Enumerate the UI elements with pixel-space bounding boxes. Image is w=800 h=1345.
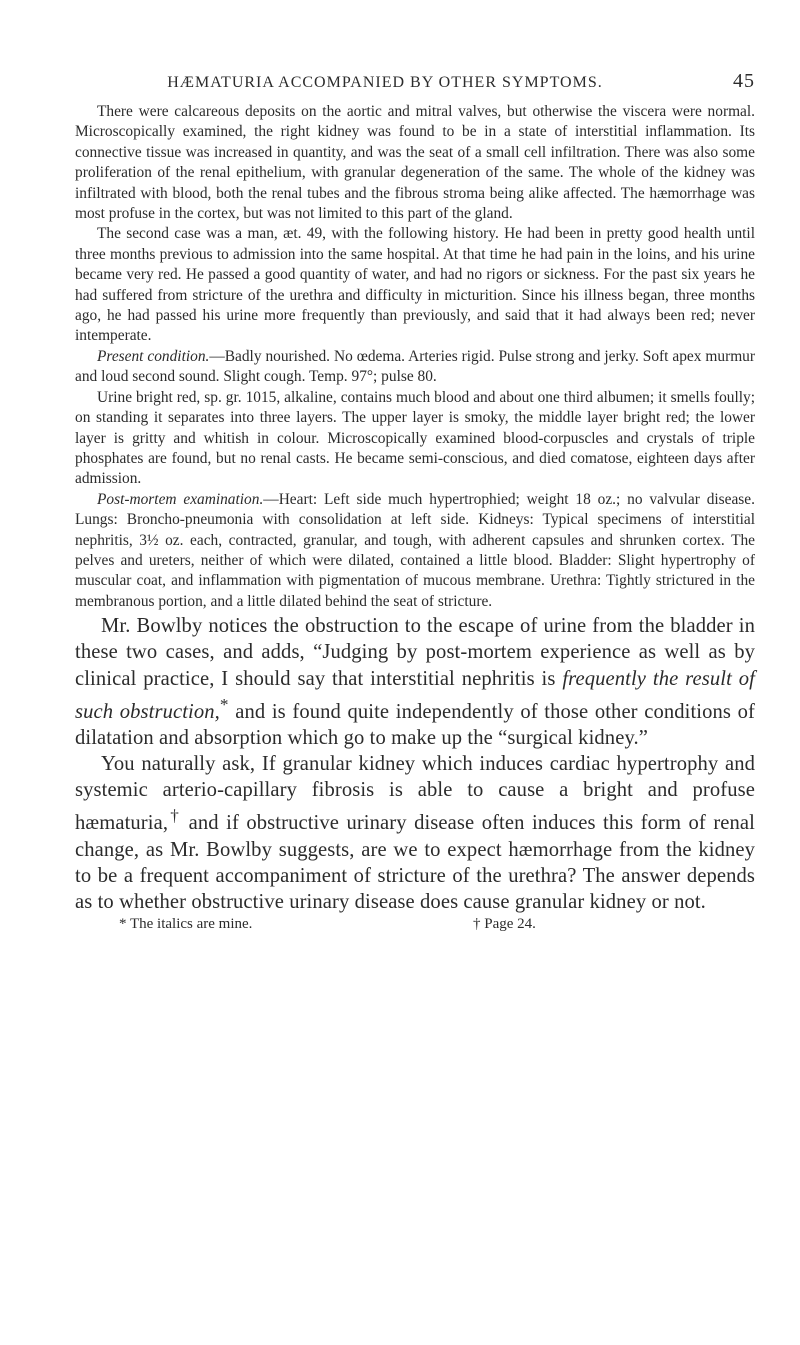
page-number: 45 xyxy=(733,70,755,92)
bowlby-text-a: Mr. Bowlby notices the obstruction to the escape of urine from the bladder in these two cases, and adds, “Judging by post-mortem experience as well as by clinical practice, I should say that interstitial nephritis is xyxy=(75,615,755,690)
question-text-a: You naturally ask, If granular kidney which induces cardiac hypertrophy and systemic arterio-capillary fibrosis is able to cause a bright and profuse hæmaturia, xyxy=(75,753,755,835)
post-mortem-text: —Heart: Left side much hypertrophied; weight 18 oz.; no valvular disease. Lungs: Broncho-pneumonia with consolidation at left side. Kidneys: Typical specimens of interstitial nephritis, 3½ oz. each, contracted, granular, and tough, with adherent capsules and shrunken cortex. The pelves and ureters, neither of which were dilated, contained a little blood. Bladder: Slight hypertrophy of muscular coat, and inflammation with pigmentation of mucous membrane. Urethra: Tightly strictured in the membranous portion, and a little dilated behind the seat of stricture. xyxy=(75,490,755,610)
footnotes xyxy=(75,916,755,938)
paragraph-bowlby xyxy=(75,613,755,751)
present-condition-label: Present condition. xyxy=(97,347,210,365)
book-page xyxy=(75,60,755,938)
case-report-text xyxy=(75,102,755,612)
lecture-text xyxy=(75,613,755,915)
footnote-italics: * The italics are mine. xyxy=(119,916,253,933)
paragraph-pathology: There were calcareous deposits on the aortic and mitral valves, but otherwise the viscera were normal. Microscopically examined, the right kidney was found to be in a state of interstitial inflammation. Its connective tissue was increased in quantity, and was the seat of a small cell infiltration. There was also some proliferation of the renal epithelium, with granular degeneration of the same. The whole of the kidney was infiltrated with blood, both the renal tubes and the fibrous stroma being alike affected. The hæmorrhage was most profuse in the cortex, but was not limited to this part of the gland. xyxy=(75,103,755,223)
paragraph-second-case: The second case was a man, æt. 49, with the following history. He had been in pretty good health until three months previous to admission into the same hospital. At that time he had pain in the loins, and his urine became very red. He passed a good quantity of water, and had no rigors or sickness. For the past six years he had suffered from stricture of the urethra and difficulty in micturition. Since his illness began, three months ago, he had passed his urine more frequently than previously, and said that it had always been red; never intemperate. xyxy=(75,225,755,345)
bowlby-italic: frequently the result of such obstruction, xyxy=(75,667,755,723)
paragraph-question xyxy=(75,751,755,915)
running-head xyxy=(75,60,755,100)
post-mortem-label: Post-mortem examination. xyxy=(97,490,264,508)
present-condition-text: —Badly nourished. No œdema. Arteries rigid. Pulse strong and jerky. Soft apex murmur and loud second sound. Slight cough. Temp. 97°; pulse 80. xyxy=(75,347,755,386)
footnote-mark-1: * xyxy=(219,694,229,714)
paragraph-urine: Urine bright red, sp. gr. 1015, alkaline, contains much blood and about one third albumen; it smells foully; on standing it separates into three layers. The upper layer is smoky, the middle layer bright red; the lower layer is gritty and whitish in colour. Microscopically examined blood-corpuscles and crystals of triple phosphates are found, but no renal casts. He became semi-conscious, and died comatose, eighteen days after admission. xyxy=(75,388,755,488)
question-text-b: and if obstructive urinary disease often induces this form of renal change, as Mr. Bowlby suggests, are we to expect hæmorrhage from the kidney to be a frequent accompaniment of stricture of the urethra? The answer depends as to whether obstructive urinary disease does cause granular kidney or not. xyxy=(75,812,755,913)
running-title: HÆMATURIA ACCOMPANIED BY OTHER SYMPTOMS. xyxy=(167,74,603,91)
paragraph-present-condition xyxy=(75,347,755,388)
bowlby-text-b: and is found quite independently of those other conditions of dilatation and absorption which go to make up the “surgical kidney.” xyxy=(75,700,755,749)
footnote-page: † Page 24. xyxy=(473,916,536,933)
paragraph-post-mortem xyxy=(75,490,755,612)
footnote-mark-2: † xyxy=(168,806,182,826)
